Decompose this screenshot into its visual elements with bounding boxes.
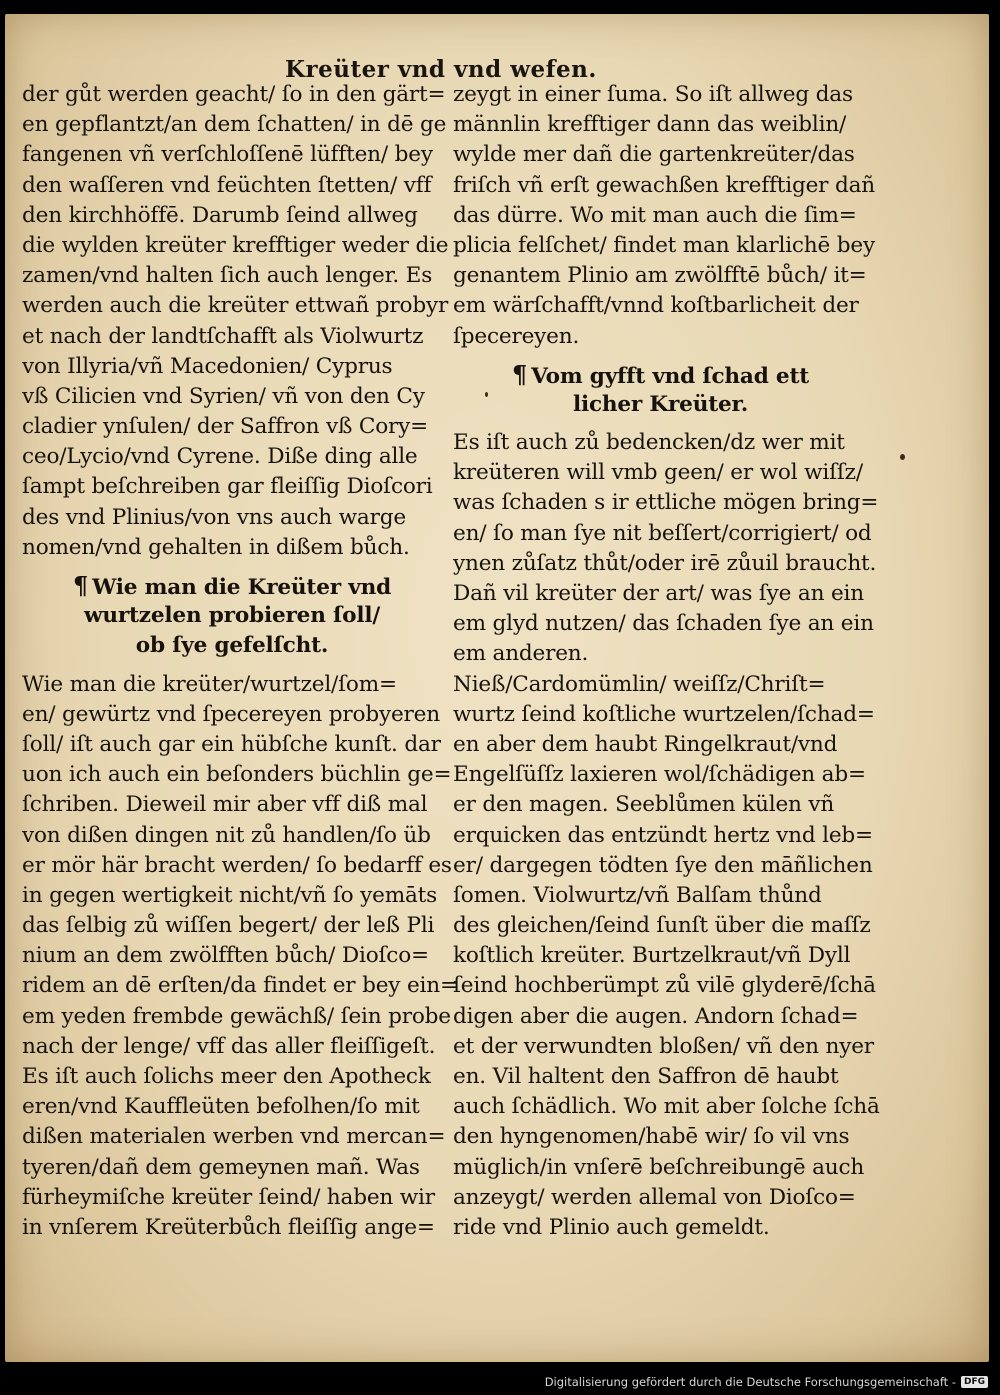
text-line-content: fangenen vñ verſchloſſenē lüfften/ bey	[22, 142, 433, 168]
text-line-content: digen aber die augen. Andorn ſchad=	[453, 1003, 859, 1029]
text-line-content: Dañ vil kreüter der art/ was ſye an ein	[453, 581, 864, 606]
text-line	[22, 1213, 442, 1243]
text-line-content: ob ſye gefelſcht.	[135, 633, 329, 659]
text-line-content: männlin krefftiger dann das weiblin/	[453, 112, 847, 138]
footer-credit: Digitalisierung gefördert durch die Deutsche Forschungsgemeinschaft -	[544, 1375, 956, 1389]
text-line	[453, 428, 868, 458]
text-line	[453, 700, 875, 730]
pilcrow-icon: ¶	[73, 571, 89, 600]
text-line-content: em yeden frembde gewächß/ ſein probe	[22, 1003, 451, 1029]
text-line	[22, 503, 442, 533]
digitization-footer	[545, 1375, 988, 1389]
right-text-block	[453, 80, 875, 352]
text-line-content: zeygt in einer ſuma. So iſt allweg das	[453, 82, 853, 107]
text-line-content: eren/vnd Kauffleüten befolhen/ſo mit	[22, 1094, 420, 1120]
text-line-content: der gůt werden geacht/ ſo in den gärt=	[22, 82, 446, 107]
text-line-content: en/ ſo man ſye nit beſſert/corrigiert/ od	[453, 520, 872, 546]
text-line	[22, 670, 442, 700]
text-line-content: wurtz ſeind koſtliche wurtzelen/ſchad=	[453, 701, 875, 727]
text-line-content: Nieß/Cardomümlin/ weiſſz/Chriſt=	[453, 671, 826, 697]
text-line-content: fürheymiſche kreüter ſeind/ haben wir	[22, 1184, 435, 1210]
text-line-content: Es iſt auch zů bedencken/dz wer mit	[453, 430, 845, 456]
text-line-content: kreüteren will vmb geen/ er wol wiſſz/	[453, 460, 863, 486]
text-line	[22, 730, 442, 760]
text-line	[453, 1092, 880, 1122]
text-line	[453, 760, 868, 790]
text-line-content: ynen zůſatz thůt/oder irē zůuil braucht.	[453, 550, 877, 576]
text-line-content: von Illyria/vñ Macedonien/ Cyprus	[22, 353, 393, 379]
text-line-content: er/ dargegen tödten ſye den māñlichen	[453, 852, 873, 878]
text-line	[453, 971, 876, 1001]
text-line-content: zamen/vnd halten ſich auch lenger. Es	[22, 263, 433, 289]
text-line-content: plicia felſchet/ findet man klarlichē bey	[453, 232, 875, 258]
text-line-content: werden auch die kreüter ettwañ probyr	[22, 293, 449, 319]
text-line	[453, 941, 868, 971]
text-line	[453, 519, 872, 549]
text-line	[22, 571, 442, 601]
text-line-content: nium an dem zwölfften bůch/ Dioſco=	[22, 943, 429, 969]
text-line-content: em anderen.	[453, 641, 589, 667]
text-line-content: den waſſeren vnd feüchten ſtetten/ vff	[22, 172, 432, 198]
text-line-content: ſoll/ iſt auch gar ein hübſche kunſt. dar	[22, 731, 441, 757]
text-line	[22, 231, 449, 261]
text-line	[22, 1153, 442, 1183]
text-line-content: müglich/in vnſerē beſchreibungē auch	[453, 1154, 865, 1180]
left-column	[22, 80, 458, 1243]
text-line	[22, 442, 442, 472]
text-line	[453, 549, 877, 579]
text-line	[453, 1183, 868, 1213]
text-line	[22, 601, 442, 631]
right-text-block-2	[453, 428, 880, 1243]
text-line	[22, 971, 458, 1001]
text-line	[22, 261, 442, 291]
text-line-content: anzeygt/ werden allemal von Dioſco=	[453, 1184, 856, 1210]
text-line	[22, 851, 452, 881]
text-line	[22, 760, 452, 790]
text-line-content: ride vnd Plinio auch gemeldt.	[453, 1214, 770, 1240]
text-line	[453, 80, 868, 110]
text-line	[453, 261, 868, 291]
text-line-content: des vnd Plinius/von vns auch warge	[22, 504, 406, 530]
text-line-content: vß Cilicien vnd Syrien/ vñ von den Cy	[22, 383, 425, 409]
text-line-content: Es iſt auch ſolichs meer den Apotheck	[22, 1064, 431, 1089]
text-line	[22, 352, 442, 382]
text-line	[453, 670, 868, 700]
text-line-content: nach der lenge/ vff das aller fleiſſigeſt.	[22, 1033, 436, 1059]
text-line	[22, 941, 442, 971]
text-line-content: Wie man die kreüter/wurtzel/ſom=	[22, 671, 397, 697]
text-line-content: ſampt beſchreiben gar fleiſſig Dioſcori	[22, 474, 433, 500]
text-line-content: des gleichen/ſeind ſunſt über die maſſz	[453, 913, 871, 939]
text-line	[453, 458, 868, 488]
text-line-content: Wie man die Kreüter vnd	[92, 575, 391, 600]
text-line	[22, 700, 442, 730]
text-line-content: er den magen. Seeblůmen külen vñ	[453, 792, 835, 818]
text-line-content: er mör här bracht werden/ ſo bedarff es	[22, 852, 452, 878]
text-line	[453, 851, 873, 881]
text-line-content: ſeind hochberümpt zů vilē glyderē/ſchā	[453, 973, 876, 999]
text-line-content: was ſchaden s ir ettliche mögen bring=	[453, 490, 879, 516]
text-line-content: dißen materialen werben vnd mercan=	[22, 1124, 446, 1150]
text-line-content: wurtzelen probieren ſoll/	[83, 603, 381, 629]
text-line-content: em wärſchafft/vnnd koſtbarlicheit der	[453, 293, 859, 319]
text-line-content: das dürre. Wo mit man auch die ſim=	[453, 202, 857, 228]
text-line	[453, 322, 868, 352]
text-line	[22, 110, 447, 140]
text-line	[22, 322, 442, 352]
text-line-content: nomen/vnd gehalten in dißem bůch.	[22, 534, 410, 560]
text-line-content: in gegen wertigkeit nicht/vñ ſo yemāts	[22, 882, 438, 908]
text-line	[22, 911, 442, 941]
text-line	[22, 1032, 442, 1062]
running-title: Kreüter vnd vnd wefen.	[285, 56, 597, 83]
text-line	[453, 639, 868, 669]
text-line-content: ſchriben. Dieweil mir aber vff diß mal	[22, 792, 428, 818]
text-line-content: von dißen dingen nit zů handlen/ſo üb	[22, 822, 431, 848]
text-line-content: en aber dem haubt Ringelkraut/vnd	[453, 731, 838, 757]
text-line-content: erquicken das entzündt hertz vnd leb=	[453, 822, 873, 848]
text-line-content: Engelſüſſz laxieren wol/ſchädigen ab=	[453, 762, 866, 788]
text-line-content: licher Kreüter.	[572, 391, 749, 417]
text-line	[22, 201, 442, 231]
section-heading-probieren	[22, 571, 442, 662]
text-line-content: cladier ynſulen/ der Saffron vß Cory=	[22, 414, 429, 440]
text-line	[22, 171, 442, 201]
text-line	[453, 579, 868, 609]
text-line	[22, 1122, 446, 1152]
text-line	[453, 1002, 868, 1032]
text-line	[453, 821, 873, 851]
dfg-logo: DFG	[961, 1376, 988, 1388]
text-line-content: ridem an dē erſten/da findet er bey ein=	[22, 973, 458, 999]
text-line-content: em glyd nutzen/ das ſchaden ſye an ein	[453, 611, 874, 637]
text-line-content: ſpecereyen.	[453, 323, 580, 349]
text-line-content: ſomen. Violwurtz/vñ Balſam thůnd	[453, 882, 822, 908]
text-line	[22, 1092, 442, 1122]
text-line-content: das ſelbig zů wiſſen begert/ der leß Pli	[22, 913, 435, 939]
text-line-content: auch ſchädlich. Wo mit aber ſolche ſchā	[453, 1094, 880, 1120]
text-line-content: in vnſerem Kreüterbůch fleiſſig ange=	[22, 1214, 435, 1240]
text-line	[453, 881, 868, 911]
text-line	[453, 911, 871, 941]
text-line	[453, 730, 868, 760]
text-line-content: den kirchhöffē. Darumb ſeind allweg	[22, 202, 418, 228]
text-line	[453, 1062, 868, 1092]
text-line	[453, 609, 874, 639]
text-line-content: et der verwundten bloßen/ vñ den nyer	[453, 1033, 874, 1059]
text-line	[453, 1213, 868, 1243]
text-line-content: genantem Plinio am zwölfftē bůch/ it=	[453, 263, 867, 289]
text-line-content: die wylden kreüter krefftiger weder die	[22, 232, 449, 258]
text-line	[453, 1032, 874, 1062]
pilcrow-icon: ¶	[511, 359, 528, 389]
text-line	[453, 291, 868, 321]
ink-speck	[900, 454, 905, 460]
text-line	[22, 472, 442, 502]
text-line	[22, 1183, 442, 1213]
text-line-content: et nach der landtſchafft als Violwurtz	[22, 323, 424, 349]
text-line	[453, 201, 868, 231]
text-line	[453, 488, 879, 518]
text-line	[453, 1122, 868, 1152]
text-line-content: uon ich auch ein beſonders büchlin ge=	[22, 762, 452, 788]
text-line	[453, 360, 868, 390]
text-line	[453, 140, 868, 170]
text-line	[453, 390, 868, 420]
text-line	[453, 1153, 868, 1183]
right-column	[453, 80, 880, 1243]
text-line	[22, 140, 442, 170]
text-line	[22, 412, 442, 442]
section-heading-gyfft	[453, 360, 868, 420]
text-line-content: den hyngenomen/habē wir/ ſo vil vns	[453, 1124, 850, 1150]
text-line	[453, 110, 868, 140]
text-line	[22, 291, 449, 321]
text-line-content: koſtlich kreüter. Burtzelkraut/vñ Dyll	[453, 943, 851, 969]
text-line	[22, 631, 442, 661]
text-line	[453, 231, 875, 261]
text-line-content: en gepflantzt/an dem ſchatten/ in dē ge	[22, 112, 447, 138]
text-line-content: en. Vil haltent den Saffron dē haubt	[453, 1064, 839, 1089]
text-line-content: tyeren/dañ dem gemeynen mañ. Was	[22, 1154, 420, 1180]
text-line	[22, 80, 446, 110]
text-line	[22, 1062, 442, 1092]
text-line-content: wylde mer dañ die gartenkreüter/das	[453, 142, 855, 168]
left-text-block	[22, 80, 449, 563]
text-line	[22, 881, 442, 911]
text-line	[22, 821, 442, 851]
text-line	[22, 1002, 451, 1032]
text-line-content: friſch vñ erſt gewachßen krefftiger dañ	[453, 172, 875, 198]
text-line	[453, 790, 868, 820]
text-line	[453, 171, 875, 201]
text-line	[22, 790, 442, 820]
text-line	[22, 533, 442, 563]
text-line	[22, 382, 442, 412]
text-line-content: Vom gyfft vnd ſchad ett	[531, 363, 810, 389]
text-line-content: en/ gewürtz vnd ſpecereyen probyeren	[22, 701, 440, 727]
text-line-content: ceo/Lycio/vnd Cyrene. Diße ding alle	[22, 444, 418, 470]
left-text-block-2	[22, 670, 458, 1244]
